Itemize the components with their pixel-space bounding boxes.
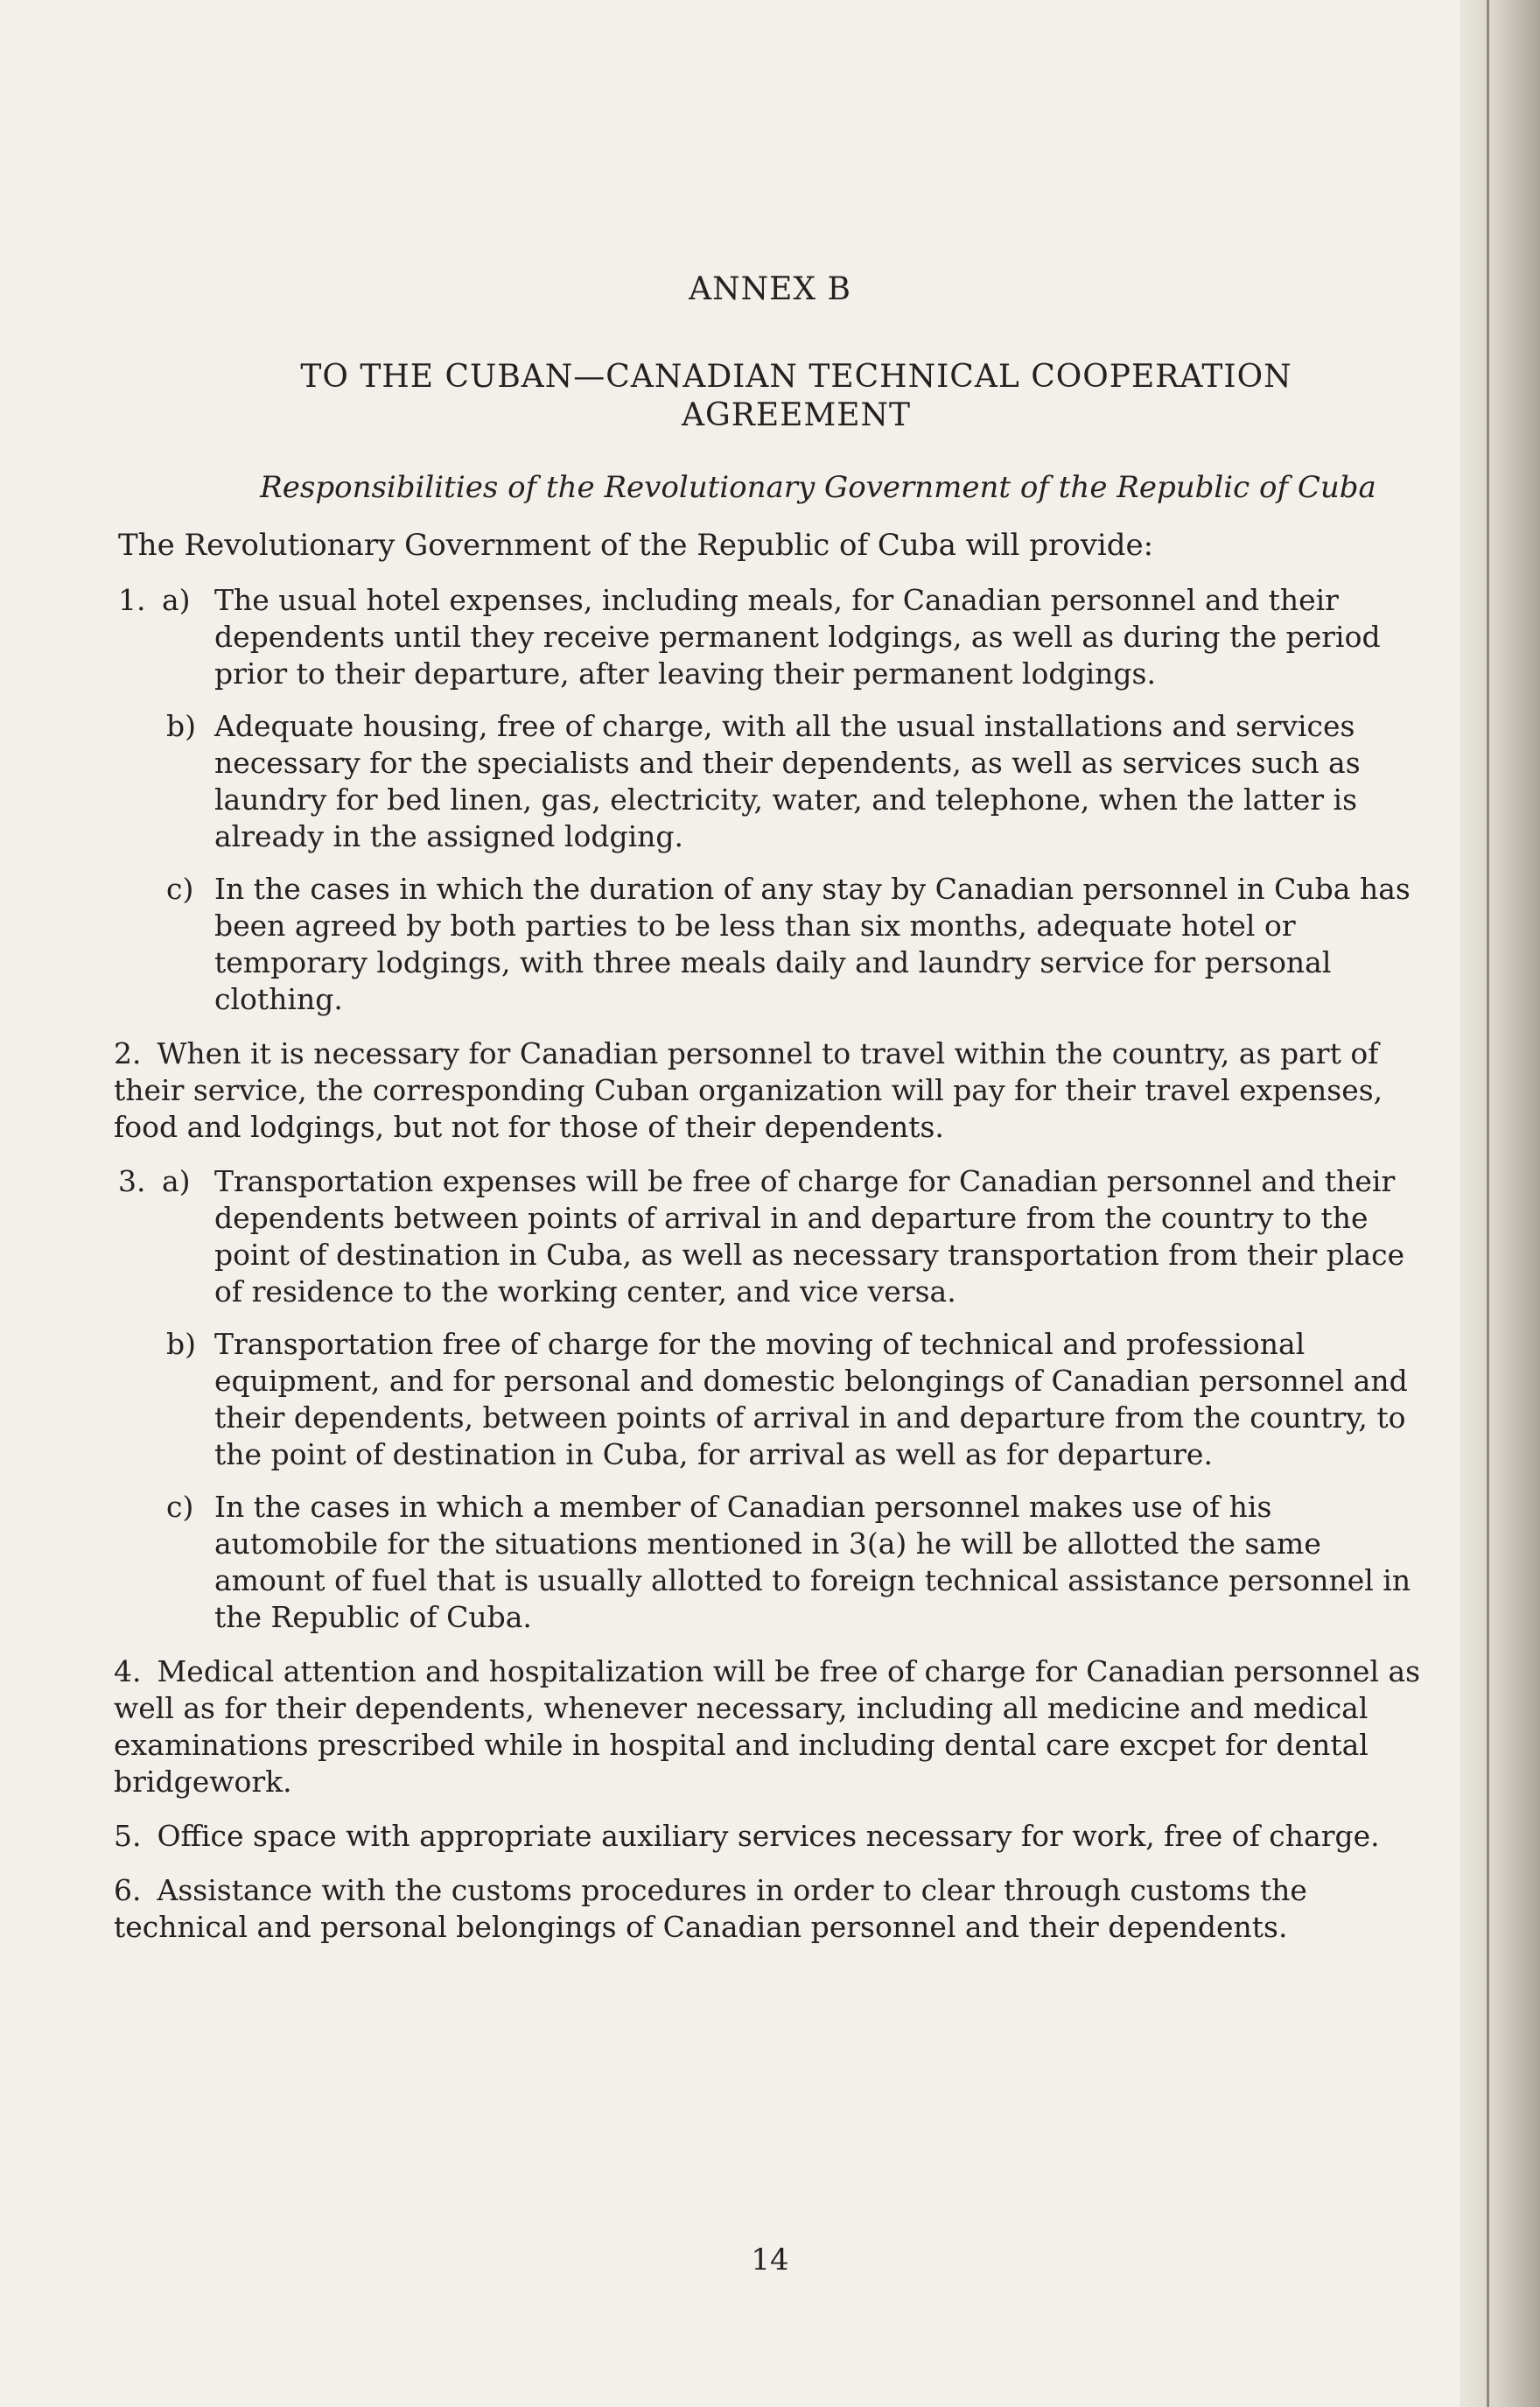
book-binding-edge — [1460, 0, 1540, 2407]
item-1c-text: In the cases in which the duration of any stay by Canadian personnel in Cuba has been agreed by both parties to be less than six months, adequate hotel or temporary lodgings, with three meals daily and laundry service for personal clothing. — [214, 872, 1410, 1016]
responsibilities-heading: Responsibilities of the Revolutionary Government of the Republic of Cuba — [260, 470, 1376, 505]
item-3a-text: Transportation expenses will be free of charge for Canadian personnel and their dependents between points of arrival in and departure from the country to the point of destination in Cuba, as well as necessary transportation from their place of residence to the working center, and vice versa. — [214, 1164, 1405, 1309]
item-1 — [101, 582, 1439, 1018]
item-3c-text: In the cases in which a member of Canadian personnel makes use of his automobile for the situations mentioned in 3(a) he will be allotted the same amount of fuel that is usually allotted to foreign technical assistance personnel in the Republic of Cuba. — [214, 1490, 1411, 1634]
annex-title: ANNEX B — [689, 271, 851, 307]
intro-sentence: The Revolutionary Government of the Republic of Cuba will provide: — [118, 528, 1154, 563]
item-2-text: When it is necessary for Canadian personnel to travel within the country, as part of their service, the corresponding Cuban organization will pay for their travel expenses, food and lodgings, but not for those of their dependents. — [114, 1036, 1383, 1144]
item-5 — [101, 1818, 1439, 1855]
item-2 — [101, 1035, 1439, 1146]
item-3c-letter: c) — [166, 1490, 194, 1524]
item-3a — [101, 1163, 1439, 1310]
item-3-number: 3. — [118, 1164, 146, 1198]
item-6-text: Assistance with the customs procedures in order to clear through customs the technical and personal belongings of Canadian personnel and their dependents. — [114, 1873, 1307, 1944]
item-1b-text: Adequate housing, free of charge, with all the usual installations and services necessary for the specialists and their dependents, as well as services such as laundry for bed linen, gas, electricity, water, and telephone, when the latter is already in the assigned lodging. — [214, 709, 1361, 853]
page-number: 14 — [751, 2242, 789, 2277]
item-3 — [101, 1163, 1439, 1636]
item-1b — [101, 708, 1439, 855]
item-2-number: 2. — [114, 1036, 142, 1070]
item-3b-text: Transportation free of charge for the moving of technical and professional equipment, and for personal and domestic belongings of Canadian personnel and their dependents, between points of arrival in and departure from the country, to the point of destination in Cuba, for arrival as well as for departure. — [214, 1327, 1408, 1471]
agreement-title-line-1: TO THE CUBAN—CANADIAN TECHNICAL COOPERATION — [300, 359, 1292, 395]
item-1a-text: The usual hotel expenses, including meals, for Canadian personnel and their dependents until they receive permanent lodgings, as well as during the period prior to their departure, after leaving their permanent lodgings. — [214, 583, 1381, 691]
item-1c — [101, 871, 1439, 1018]
item-4 — [101, 1653, 1439, 1800]
item-1a — [101, 582, 1439, 692]
book-spine-line — [1487, 0, 1489, 2407]
item-1b-letter: b) — [166, 709, 196, 743]
item-6 — [101, 1872, 1439, 1946]
item-3b — [101, 1326, 1439, 1473]
agreement-title-line-2: AGREEMENT — [681, 397, 912, 433]
item-5-number: 5. — [114, 1819, 142, 1853]
agreement-title — [101, 358, 1439, 435]
item-4-number: 4. — [114, 1654, 142, 1688]
item-1c-letter: c) — [166, 872, 194, 906]
item-1-number: 1. — [118, 583, 146, 617]
item-3b-letter: b) — [166, 1327, 196, 1361]
item-3c — [101, 1489, 1439, 1636]
item-5-text: Office space with appropriate auxiliary services necessary for work, free of charge. — [157, 1819, 1380, 1853]
item-3a-letter: a) — [162, 1164, 191, 1198]
item-6-number: 6. — [114, 1873, 142, 1907]
annex-content — [101, 271, 1439, 1963]
item-4-text: Medical attention and hospitalization will be free of charge for Canadian personnel as well as for their dependents, whenever necessary, including all medicine and medical examinations prescribed while in hospital and including dental care excpet for dental bridgework. — [114, 1654, 1421, 1799]
item-1a-letter: a) — [162, 583, 191, 617]
